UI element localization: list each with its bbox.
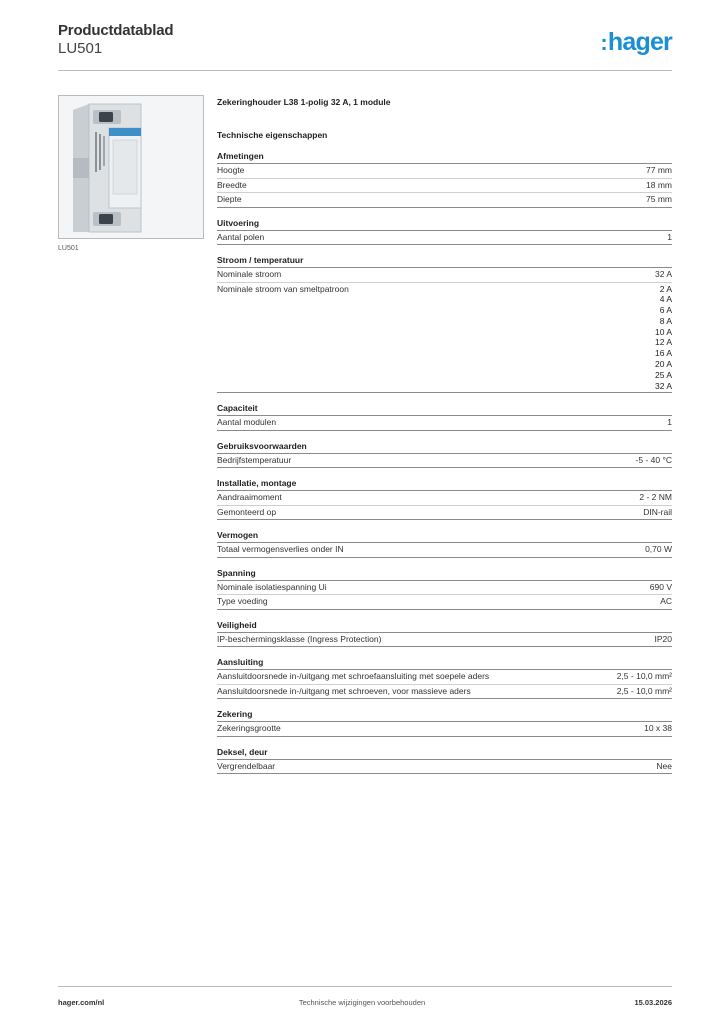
spec-row bbox=[217, 722, 672, 737]
group-title: Vermogen bbox=[217, 529, 672, 543]
spec-label: Nominale stroom bbox=[217, 269, 282, 279]
spec-label: Aantal polen bbox=[217, 231, 265, 242]
group-title: Installatie, montage bbox=[217, 477, 672, 491]
group-title: Spanning bbox=[217, 567, 672, 581]
group-title: Gebruiksvoorwaarden bbox=[217, 440, 672, 454]
spec-row bbox=[217, 506, 672, 521]
spec-value: 1 bbox=[667, 417, 672, 428]
spec-value: 25 A bbox=[654, 369, 672, 380]
spec-value: 4 A bbox=[659, 294, 672, 305]
spec-value: 0,70 W bbox=[645, 544, 672, 555]
hager-logo bbox=[600, 28, 672, 57]
spec-value: DIN-rail bbox=[643, 506, 672, 517]
group-title: Capaciteit bbox=[217, 402, 672, 416]
image-caption: LU501 bbox=[58, 245, 79, 252]
spec-label: Aantal modulen bbox=[217, 417, 277, 428]
spec-value: 32 A bbox=[654, 380, 672, 391]
spec-value: -5 - 40 °C bbox=[635, 454, 672, 465]
spec-row bbox=[217, 491, 672, 506]
footer-notice: Technische wijzigingen voorbehouden bbox=[298, 998, 426, 1007]
spec-row bbox=[217, 581, 672, 596]
header-divider bbox=[58, 70, 672, 71]
spec-value: 75 mm bbox=[646, 194, 672, 204]
spec-row bbox=[217, 670, 672, 685]
spec-group bbox=[217, 567, 672, 610]
spec-label: IP-beschermingsklasse (Ingress Protection) bbox=[217, 633, 382, 644]
group-title: Zekering bbox=[217, 708, 672, 722]
spec-value: 10 x 38 bbox=[644, 723, 672, 734]
spec-value: AC bbox=[660, 596, 672, 607]
group-title: Uitvoering bbox=[217, 217, 672, 231]
spec-group bbox=[217, 402, 672, 431]
spec-value: 77 mm bbox=[646, 165, 672, 175]
spec-value: 12 A bbox=[654, 337, 672, 348]
group-title: Stroom / temperatuur bbox=[217, 254, 672, 268]
spec-label: Type voeding bbox=[217, 596, 268, 607]
spec-group bbox=[217, 619, 672, 648]
spec-label: Nominale isolatiespanning Ui bbox=[217, 581, 327, 592]
spec-label: Diepte bbox=[217, 194, 242, 204]
spec-row bbox=[217, 193, 672, 208]
document-title: Productdatablad bbox=[58, 22, 174, 39]
spec-group bbox=[217, 656, 672, 699]
spec-value: 6 A bbox=[659, 305, 672, 316]
spec-value: 1 bbox=[667, 231, 672, 242]
spec-group bbox=[217, 746, 672, 775]
group-title: Deksel, deur bbox=[217, 746, 672, 760]
spec-value: 32 A bbox=[654, 269, 672, 279]
spec-row bbox=[217, 283, 672, 394]
logo-prefix: : bbox=[600, 30, 607, 55]
section-heading: Technische eigenschappen bbox=[217, 130, 328, 140]
spec-value: 2,5 - 10,0 mm² bbox=[616, 685, 672, 696]
spec-group bbox=[217, 150, 672, 208]
spec-content bbox=[217, 96, 672, 774]
spec-value: 2 A bbox=[659, 283, 672, 294]
spec-value-list bbox=[655, 283, 672, 393]
spec-value: 16 A bbox=[654, 348, 672, 359]
spec-value: IP20 bbox=[654, 633, 672, 644]
spec-label: Aandraaimoment bbox=[217, 492, 282, 503]
spec-label: Zekeringsgrootte bbox=[217, 723, 281, 734]
spec-value: 690 V bbox=[649, 581, 672, 592]
spec-row bbox=[217, 416, 672, 431]
spec-label: Vergrendelbaar bbox=[217, 760, 276, 771]
spec-value: 8 A bbox=[659, 315, 672, 326]
spec-label: Bedrijfstemperatuur bbox=[217, 454, 292, 465]
product-name: Zekeringhouder L38 1-polig 32 A, 1 module bbox=[217, 97, 391, 107]
spec-row bbox=[217, 231, 672, 246]
spec-value: 2 - 2 NM bbox=[639, 492, 672, 503]
spec-label: Gemonteerd op bbox=[217, 506, 277, 517]
spec-row bbox=[217, 164, 672, 179]
spec-label: Nominale stroom van smeltpatroon bbox=[217, 283, 349, 294]
spec-value: 2,5 - 10,0 mm² bbox=[616, 671, 672, 682]
spec-row bbox=[217, 685, 672, 700]
spec-group bbox=[217, 529, 672, 558]
spec-row bbox=[217, 760, 672, 775]
spec-value: 20 A bbox=[654, 359, 672, 370]
spec-row bbox=[217, 595, 672, 610]
group-title: Afmetingen bbox=[217, 150, 672, 164]
footer-date: 15.03.2026 bbox=[634, 998, 672, 1007]
group-title: Veiligheid bbox=[217, 619, 672, 633]
page-header bbox=[58, 22, 672, 68]
spec-value: 10 A bbox=[654, 326, 672, 337]
spec-group bbox=[217, 708, 672, 737]
spec-groups bbox=[217, 150, 672, 774]
spec-group bbox=[217, 440, 672, 469]
spec-row bbox=[217, 454, 672, 469]
fuse-holder-illustration bbox=[59, 96, 203, 238]
spec-value: Nee bbox=[656, 760, 672, 771]
spec-label: Aansluitdoorsnede in-/uitgang met schroefaansluiting met soepele aders bbox=[217, 671, 490, 682]
product-code: LU501 bbox=[58, 40, 103, 57]
spec-group bbox=[217, 254, 672, 393]
spec-label: Hoogte bbox=[217, 165, 245, 175]
spec-label: Aansluitdoorsnede in-/uitgang met schroeven, voor massieve aders bbox=[217, 685, 471, 696]
spec-group bbox=[217, 217, 672, 246]
group-title: Aansluiting bbox=[217, 656, 672, 670]
spec-row bbox=[217, 543, 672, 558]
footer-divider bbox=[58, 986, 672, 987]
footer-website[interactable]: hager.com/nl bbox=[58, 998, 105, 1007]
spec-row bbox=[217, 179, 672, 194]
logo-text: hager bbox=[607, 28, 672, 56]
spec-value: 18 mm bbox=[646, 179, 672, 190]
spec-row bbox=[217, 268, 672, 283]
spec-group bbox=[217, 477, 672, 520]
spec-row bbox=[217, 633, 672, 648]
spec-label: Breedte bbox=[217, 179, 247, 190]
spec-label: Totaal vermogensverlies onder IN bbox=[217, 544, 344, 555]
product-image bbox=[58, 95, 204, 239]
